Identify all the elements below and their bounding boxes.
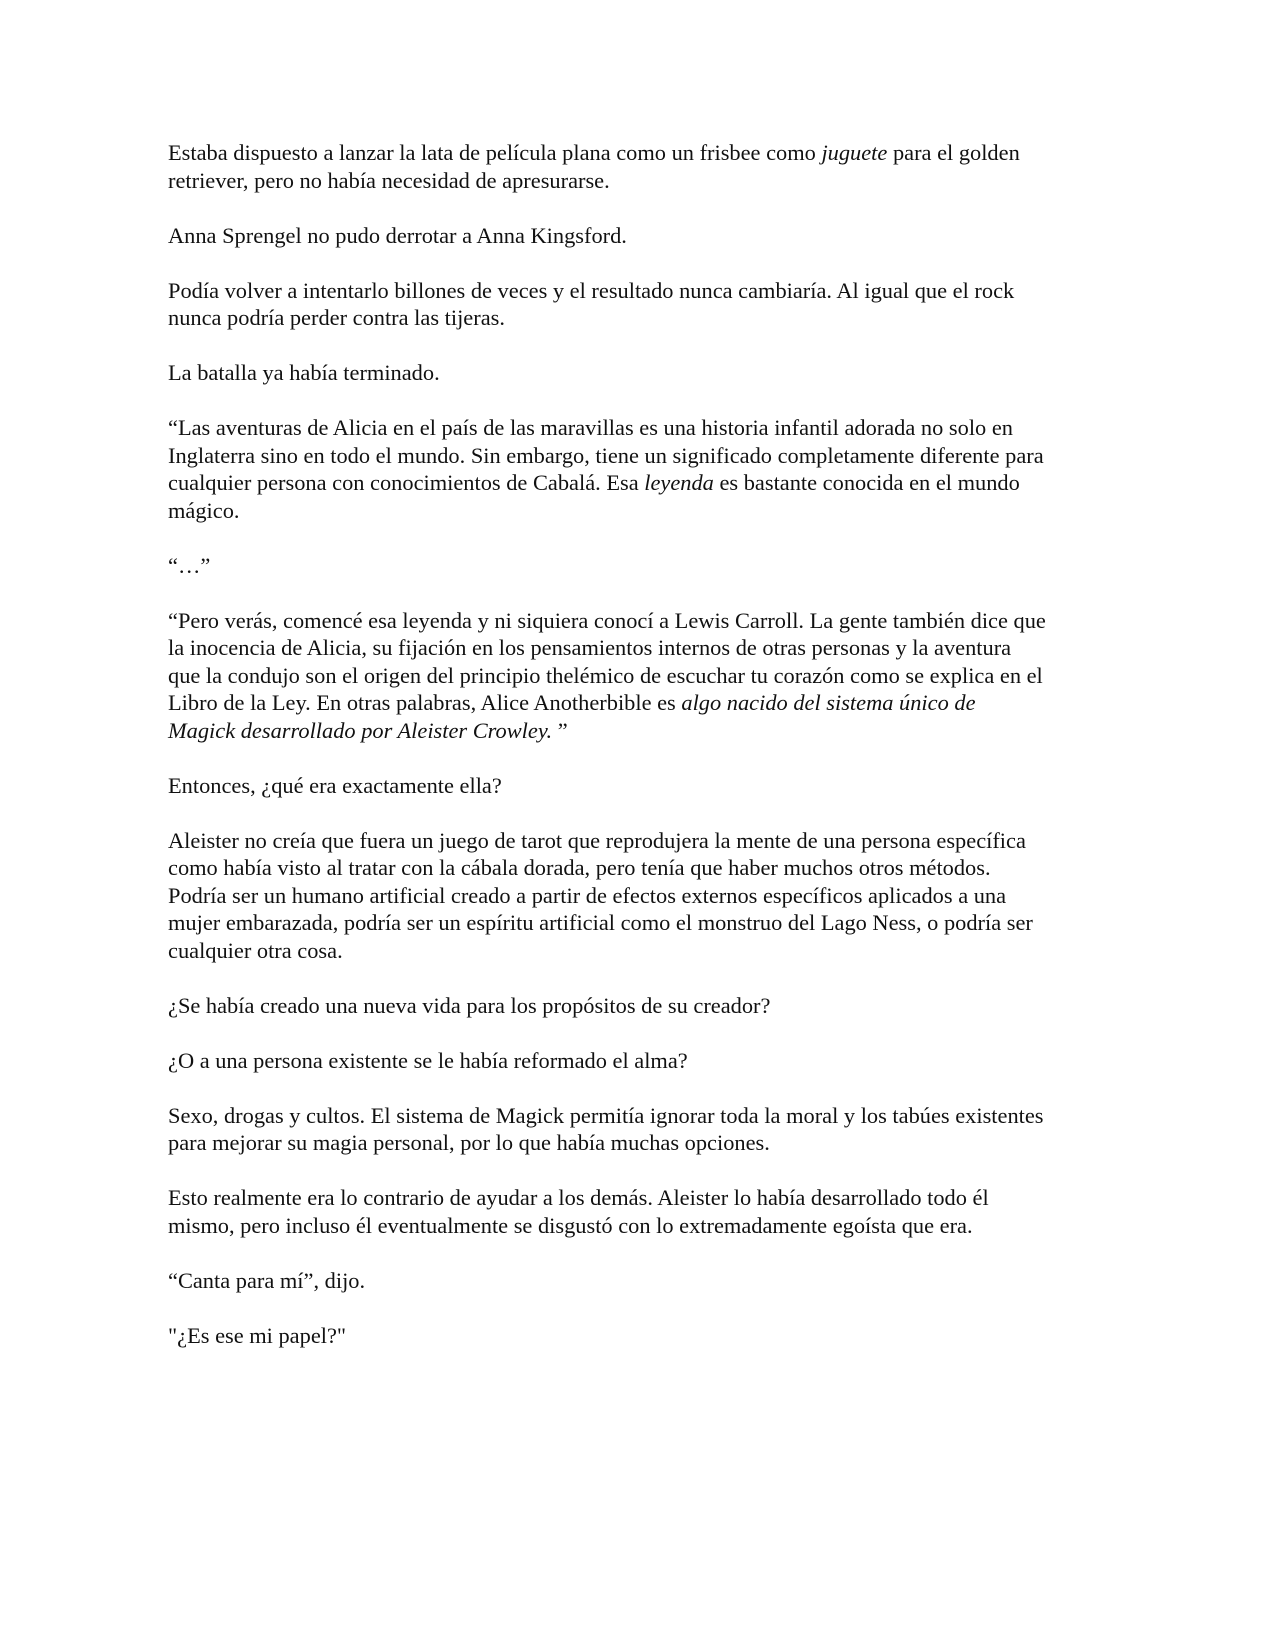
text-run: ¿Se había creado una nueva vida para los propósitos de su creador? [168, 992, 771, 1018]
paragraph-12 [168, 1102, 1048, 1157]
paragraph-15 [168, 1322, 1048, 1350]
text-run: Estaba dispuesto a lanzar la lata de película plana como un frisbee como [168, 140, 822, 165]
paragraph-13 [168, 1184, 1048, 1239]
paragraph-2 [168, 222, 1048, 250]
italic-run: leyenda [644, 470, 714, 495]
text-run: para el golden retriever, pero no había necesidad de apresurarse. [168, 140, 1020, 193]
paragraph-4 [168, 359, 1048, 387]
italic-run: algo nacido del sistema único de Magick desarrollado por Aleister Crowley. [168, 690, 976, 743]
italic-run: juguete [821, 140, 888, 165]
paragraph-10 [168, 992, 1048, 1020]
text-run: “Canta para mí”, dijo. [168, 1267, 366, 1293]
text-run: “…” [168, 552, 211, 578]
text-run: Sexo, drogas y cultos. El sistema de Magick permitía ignorar toda la moral y los tabúes existentes para mejorar su magia personal, por lo que había muchas opciones. [168, 1102, 1044, 1155]
text-run: Esto realmente era lo contrario de ayudar a los demás. Aleister lo había desarrollado todo él mismo, pero incluso él eventualmente se disgustó con lo extremadamente egoísta que era. [168, 1185, 989, 1238]
text-run: ¿O a una persona existente se le había reformado el alma? [168, 1047, 688, 1073]
text-run: Aleister no creía que fuera un juego de tarot que reprodujera la mente de una persona específica como había visto al tratar con la cábala dorada, pero tenía que haber muchos otros métodos. Podría ser un humano artificial creado a partir de efectos externos específicos aplicados a una mujer embarazada, podría ser un espíritu artificial como el monstruo del Lago Ness, o podría ser cualquier otra cosa. [168, 827, 1033, 963]
text-run: es bastante conocida en el mundo mágico. [168, 470, 1020, 523]
paragraph-5 [168, 414, 1048, 524]
text-run: “Pero verás, comencé esa leyenda y ni siquiera conocí a Lewis Carroll. La gente también dice que la inocencia de Alicia, su fijación en los pensamientos internos de otras personas y la aventura que la condujo son el origen del principio thelémico de escuchar tu corazón como se explica en el Libro de la Ley. En otras palabras, Alice Anotherbible es [168, 607, 1046, 715]
paragraph-11 [168, 1047, 1048, 1075]
paragraph-6 [168, 552, 1048, 580]
paragraph-8 [168, 772, 1048, 800]
document-page [168, 139, 1048, 1377]
paragraph-3 [168, 277, 1048, 332]
paragraph-1 [168, 139, 1048, 194]
text-run: ” [552, 717, 568, 743]
paragraph-9 [168, 827, 1048, 965]
text-run: "¿Es ese mi papel?" [168, 1322, 347, 1348]
text-run: La batalla ya había terminado. [168, 360, 440, 385]
text-run: Anna Sprengel no pudo derrotar a Anna Kingsford. [168, 222, 627, 248]
text-run: “Las aventuras de Alicia en el país de las maravillas es una historia infantil adorada no solo en Inglaterra sino en todo el mundo. Sin embargo, tiene un significado completamente diferente para cualquier persona con conocimientos de Cabalá. Esa [168, 415, 1044, 495]
text-run: Entonces, ¿qué era exactamente ella? [168, 772, 502, 798]
text-run: Podía volver a intentarlo billones de veces y el resultado nunca cambiaría. Al igual que el rock nunca podría perder contra las tijeras. [168, 277, 1015, 330]
paragraph-14 [168, 1267, 1048, 1295]
paragraph-7 [168, 607, 1048, 745]
